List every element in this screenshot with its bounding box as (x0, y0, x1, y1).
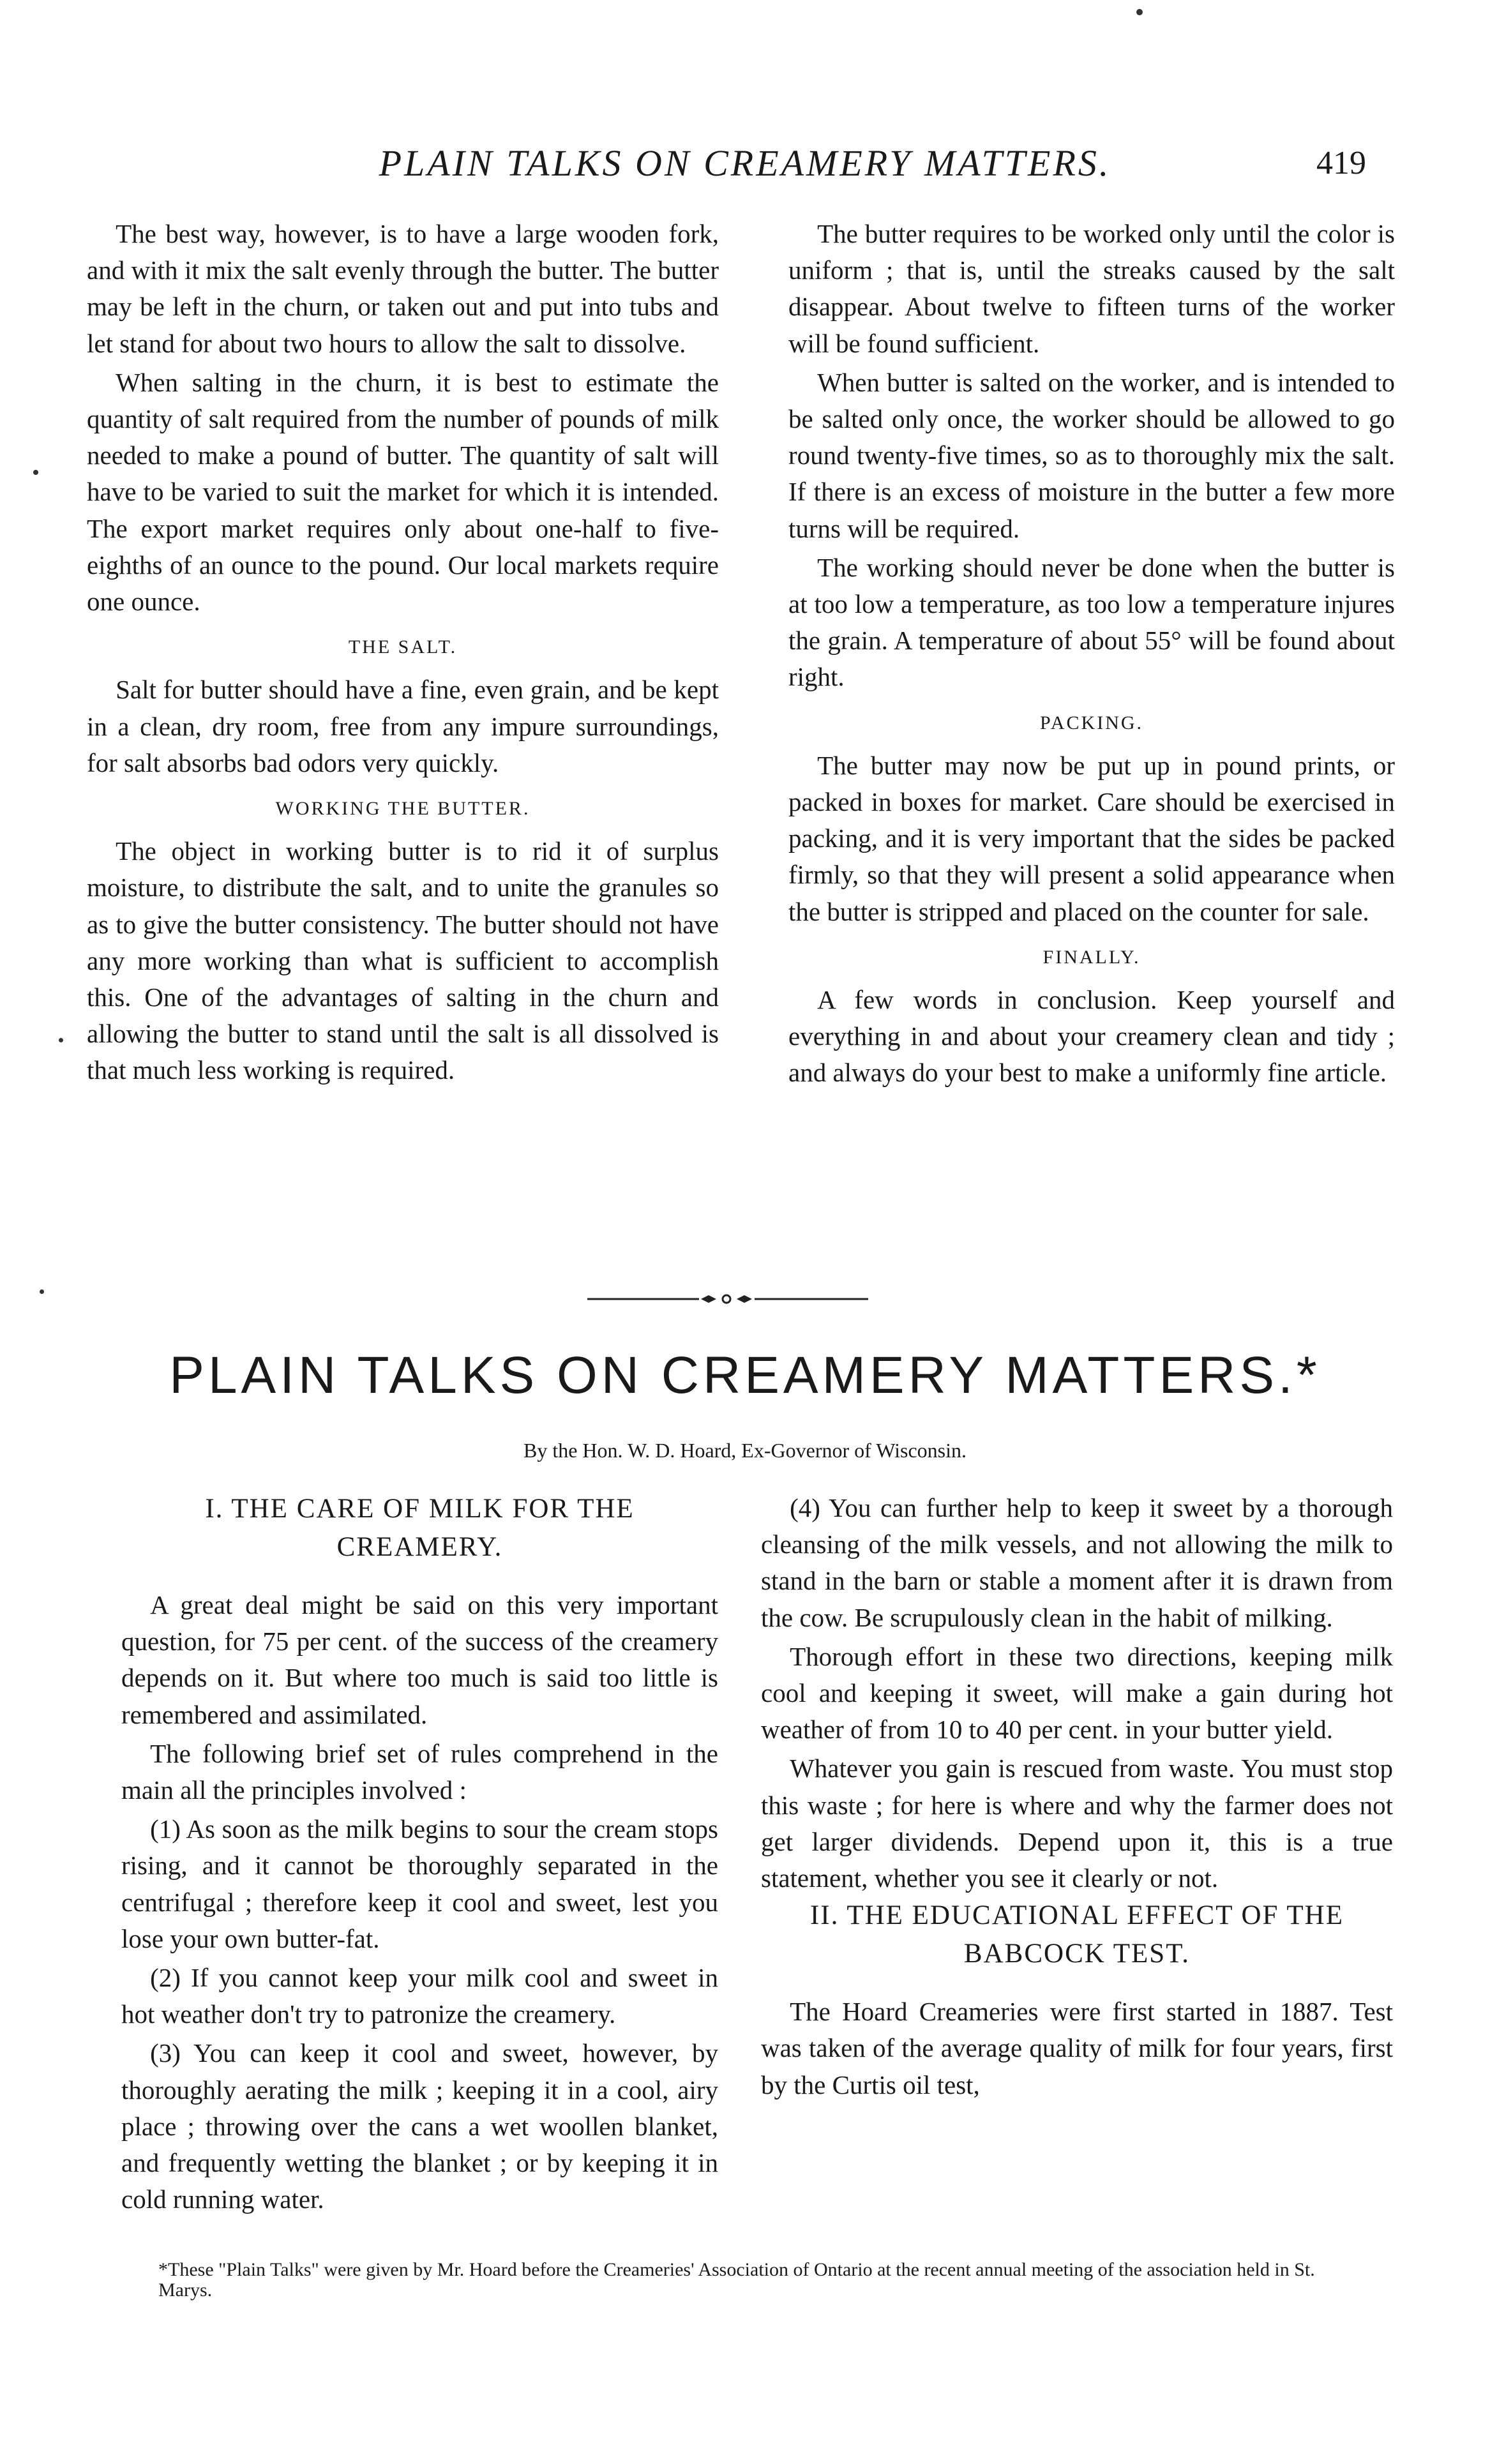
footnote: *These "Plain Talks" were given by Mr. Hoard before the Creameries' Association of Ontario at the recent annual meeting of the association held in St. Marys. (158, 2259, 1315, 2301)
paragraph: (3) You can keep it cool and sweet, however, by thoroughly aerating the milk ; keeping it in a cool, airy place ; throwing over the cans a wet woollen blanket, and frequently wetting the blanket ; or by keeping it in cold running water. (121, 2038, 718, 2214)
section-heading: PACKING. (1039, 712, 1144, 733)
paragraph: (2) If you cannot keep your milk cool and sweet in hot weather don't try to patronize the creamery. (121, 1963, 718, 2029)
paragraph: The best way, however, is to have a large wooden fork, and with it mix the salt evenly through the butter. The butter may be left in the churn, or taken out and put into tubs and let stand for about two hours to allow the salt to dissolve. (87, 219, 719, 358)
paragraph: (4) You can further help to keep it sweet by a thorough cleansing of the milk vessels, and not allowing the milk to stand in the barn or stable a moment after it is drawn from the cow. Be scrupulously clean in the habit of milking. (761, 1493, 1393, 1632)
paragraph: (1) As soon as the milk begins to sour the cream stops rising, and it cannot be thoroughly separated in the centrifugal ; therefore keep it cool and sweet, lest you lose your own butter-fat. (121, 1814, 718, 1953)
paragraph: Thorough effort in these two directions, keeping milk cool and keeping it sweet, will make a gain during hot weather of from 10 to 40 per cent. in your butter yield. (761, 1641, 1393, 1745)
paragraph: When butter is salted on the worker, and is intended to be salted only once, the worker should be allowed to go round twenty-five times, so as to thoroughly mix the salt. If there is an excess of moisture in the butter a few more turns will be required. (788, 367, 1395, 543)
byline: By the Hon. W. D. Hoard, Ex-Governor of Wisconsin. (523, 1439, 967, 1462)
running-head: PLAIN TALKS ON CREAMERY MATTERS. (379, 142, 1111, 184)
scan-speck (33, 470, 38, 475)
section-heading: FINALLY. (1042, 946, 1141, 968)
page-number: 419 (1316, 145, 1366, 181)
bottom-right-column (761, 1490, 1393, 2103)
section-divider-ornament (587, 1289, 868, 1309)
paragraph: When salting in the churn, it is best to estimate the quantity of salt required from the number of pounds of milk needed to make a pound of butter. The quantity of salt will have to be varied to suit the market for which it is intended. The export market requires only about one-half to five-eighths of an ounce to the pound. Our local markets require one ounce. (87, 367, 719, 617)
section-heading: I. THE CARE OF MILK FOR THE CREAMERY. (205, 1494, 635, 1562)
scan-speck (59, 1038, 63, 1042)
paragraph: The butter may now be put up in pound prints, or packed in boxes for market. Care should be exercised in packing, and it is very important that the sides be packed firmly, so that they will present a solid appearance when the butter is stripped and placed on the counter for sale. (788, 750, 1395, 926)
scan-speck (1136, 9, 1143, 15)
paragraph: The butter requires to be worked only until the color is uniform ; that is, until the streaks caused by the salt disappear. About twelve to fifteen turns of the worker will be found sufficient. (788, 219, 1395, 358)
section-heading: WORKING THE BUTTER. (275, 798, 531, 820)
top-right-column (788, 216, 1395, 1092)
paragraph: The Hoard Creameries were first started in 1887. Test was taken of the average quality of milk for four years, first by the Curtis oil test, (761, 1997, 1393, 2100)
paragraph: A few words in conclusion. Keep yourself and everything in and about your creamery clean and tidy ; and always do your best to make a uniformly fine article. (788, 985, 1395, 1088)
scan-speck (40, 1289, 44, 1294)
section-heading: II. THE EDUCATIONAL EFFECT OF THE BABCOCK TEST. (809, 1900, 1344, 1969)
bottom-left-column (121, 1490, 718, 2218)
article-title: PLAIN TALKS ON CREAMERY MATTERS.* (169, 1346, 1321, 1404)
paragraph: The following brief set of rules comprehend in the main all the principles involved : (121, 1738, 718, 1805)
paragraph: Whatever you gain is rescued from waste. You must stop this waste ; for here is where and why the farmer does not get larger dividends. Depend upon it, this is a true statement, whether you see it clearly or not. (761, 1754, 1393, 1893)
paragraph: A great deal might be said on this very important question, for 75 per cent. of the success of the creamery depends on it. But where too much is said too little is remembered and assimilated. (121, 1590, 718, 1729)
section-heading: THE SALT. (348, 636, 458, 658)
paragraph: The object in working butter is to rid it of surplus moisture, to distribute the salt, and to unite the granules so as to give the butter consistency. The butter should not have any more working than what is sufficient to accomplish this. One of the advantages of salting in the churn and allowing the butter to stand until the salt is all dissolved is that much less working is required. (87, 836, 719, 1085)
paragraph: Salt for butter should have a fine, even grain, and be kept in a clean, dry room, free from any impure surroundings, for salt absorbs bad odors very quickly. (87, 675, 719, 778)
paragraph: The working should never be done when the butter is at too low a temperature, as too low a temperature injures the grain. A temperature of about 55° will be found about right. (788, 552, 1395, 692)
top-left-column (87, 216, 719, 1089)
